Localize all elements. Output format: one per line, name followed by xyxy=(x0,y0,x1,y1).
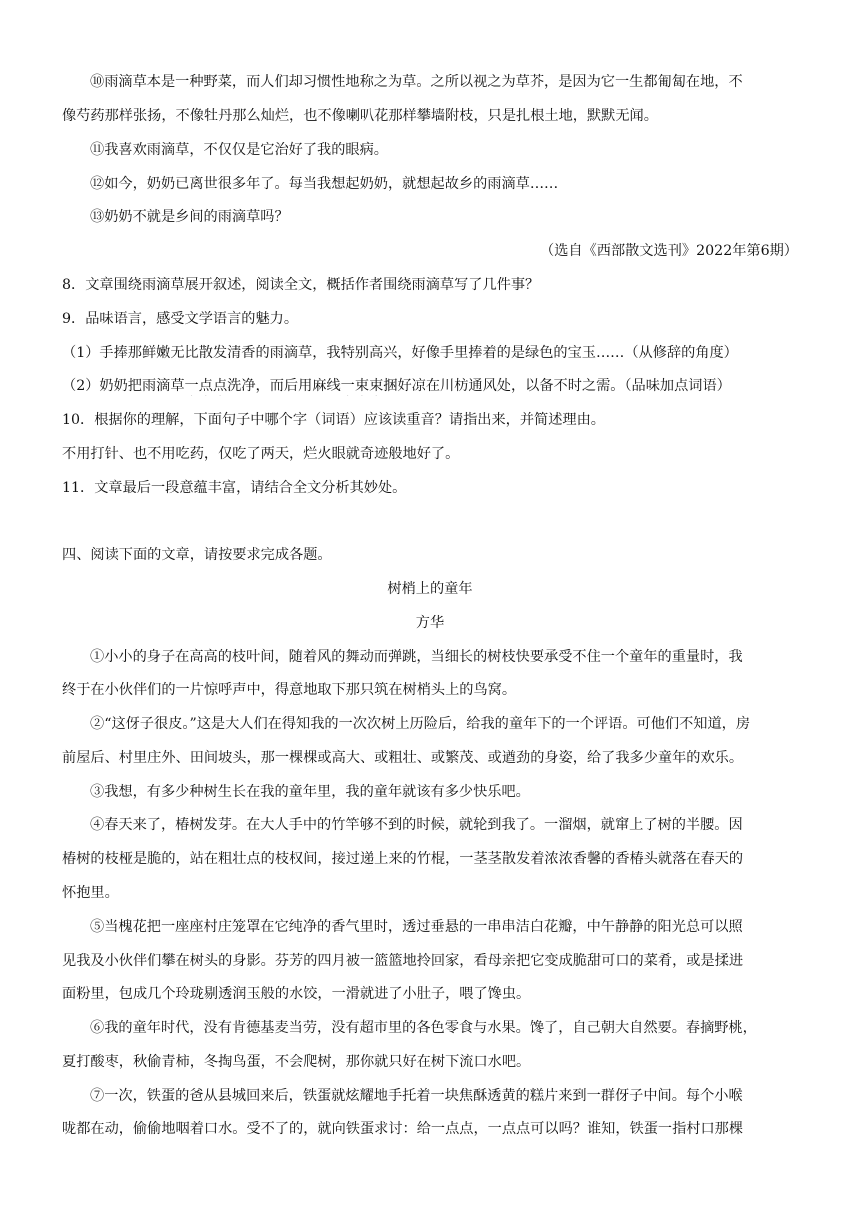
paragraph-13: ⑬奶奶不就是乡间的雨滴草吗？ xyxy=(90,209,289,225)
paragraph-10-line-2: 像芍药那样张扬，不像牡丹那么灿烂，也不像喇叭花那样攀墙附枝，只是扎根土地，默默无闻。 xyxy=(62,108,658,124)
emphasized-char: 束 xyxy=(369,378,384,394)
question-9-2 xyxy=(62,376,798,396)
question-9-2-text-a: （2）奶奶把雨滴草 xyxy=(62,378,185,394)
section-4-heading: 四、阅读下面的文章，请按要求完成各题。 xyxy=(62,547,332,563)
question-11: 11．文章最后一段意蕴丰富，请结合全文分析其妙处。 xyxy=(62,480,407,496)
article-p6-line-2: 夏打酸枣，秋偷青柿，冬掏鸟蛋，不会爬树，那你就只好在树下流口水吧。 xyxy=(62,1054,531,1070)
article-p3: ③我想，有多少种树生长在我的童年里，我的童年就该有多少快乐吧。 xyxy=(90,784,530,800)
emphasized-char: 点 xyxy=(198,378,213,394)
emphasized-char: 点 xyxy=(212,378,228,394)
article-p2-line-1: ②“这伢子很皮。”这是大人们在得知我的一次次树上历险后，给我的童年下的一个评语。可他们不知道，房 xyxy=(90,716,751,732)
question-9-1: （1）手捧那鲜嫩无比散发清香的雨滴草，我特别高兴，好像手里捧着的是绿色的宝玉……（从修辞的角度） xyxy=(62,345,738,361)
article-p4-line-3: 怀抱里。 xyxy=(62,885,119,901)
emphasized-word-1 xyxy=(185,378,228,394)
paragraph-12: ⑫如今，奶奶已离世很多年了。每当我想起奶奶，就想起故乡的雨滴草…… xyxy=(90,176,559,192)
paragraph-11: ⑪我喜欢雨滴草，不仅仅是它治好了我的眼病。 xyxy=(90,142,388,158)
article-p7-line-2: 咙都在动，偷偷地咽着口水。受不了的，就向铁蛋求讨：给一点点，一点点可以吗？谁知，铁蛋一指村口那棵 xyxy=(62,1121,744,1137)
article-p2-line-2: 前屋后、村里庄外、田间坡头，那一棵棵或高大、或粗壮、或繁茂、或遒劲的身姿，给了我多少童年的欢乐。 xyxy=(62,750,744,766)
article-p1-line-2: 终于在小伙伴们的一片惊呼声中，得意地取下那只筑在树梢头上的鸟窝。 xyxy=(62,682,517,698)
question-9-2-text-b: 洗净，而后用麻线 xyxy=(227,378,341,394)
article-p6-line-1: ⑥我的童年时代，没有肯德基麦当劳，没有超市里的各色零食与水果。馋了，自己朝大自然要。春摘野桃， xyxy=(90,1020,757,1036)
article-p4-line-2: 椿树的枝桠是脆的，站在粗壮点的枝权间，接过递上来的竹棍，一茎茎散发着浓浓香馨的香椿头就落在春天的 xyxy=(62,851,744,867)
article-p1-line-1: ①小小的身子在高高的枝叶间，随着风的舞动而弹跳，当细长的树枝快要承受不住一个童年的重量时，我 xyxy=(90,649,743,665)
paragraph-10-line-1: ⑩雨滴草本是一种野菜，而人们却习惯性地称之为草。之所以视之为草芥，是因为它一生都匍匐在地，不 xyxy=(90,74,743,90)
article-p4-line-1: ④春天来了，椿树发芽。在大人手中的竹竿够不到的时候，就轮到我了。一溜烟，就窜上了树的半腰。因 xyxy=(90,817,743,833)
question-9-2-text-c: 捆好凉在川枋通风处，以备不时之需。（品味加点词语） xyxy=(383,378,731,394)
article-author: 方华 xyxy=(415,615,445,631)
question-9: 9．品味语言，感受文学语言的魅力。 xyxy=(62,311,299,327)
article-p5-line-3: 面粉里，包成几个玲珑剔透润玉般的水饺，一滑就进了小肚子，喂了馋虫。 xyxy=(62,986,531,1002)
article-title: 树梢上的童年 xyxy=(387,581,473,597)
question-8: 8．文章围绕雨滴草展开叙述，阅读全文，概括作者围绕雨滴草写了几件事？ xyxy=(62,277,540,293)
question-10: 10．根据你的理解，下面句子中哪个字（词语）应该读重音？请指出来，并简述理由。 xyxy=(62,412,605,428)
question-10-sentence: 不用打针、也不用吃药，仅吃了两天，烂火眼就奇迹般地好了。 xyxy=(62,446,460,462)
emphasized-word-2 xyxy=(341,378,384,394)
article-p5-line-2: 见我及小伙伴们攀在树头的身影。芬芳的四月被一篮篮地拎回家，看母亲把它变成脆甜可口的菜肴，或是揉进 xyxy=(62,953,744,969)
source-citation: （选自《西部散文选刊》2022年第6期） xyxy=(540,243,798,259)
article-p7-line-1: ⑦一次，铁蛋的爸从县城回来后，铁蛋就炫耀地手托着一块焦酥透黄的糕片来到一群伢子中间。每个小喉 xyxy=(90,1088,743,1104)
emphasized-char: 束 xyxy=(354,378,370,394)
article-p5-line-1: ⑤当槐花把一座座村庄笼罩在它纯净的香气里时，透过垂悬的一串串洁白花瓣，中午静静的阳光总可以照 xyxy=(90,919,743,935)
emphasized-char: 一 xyxy=(184,378,199,394)
emphasized-char: 一 xyxy=(340,378,355,394)
